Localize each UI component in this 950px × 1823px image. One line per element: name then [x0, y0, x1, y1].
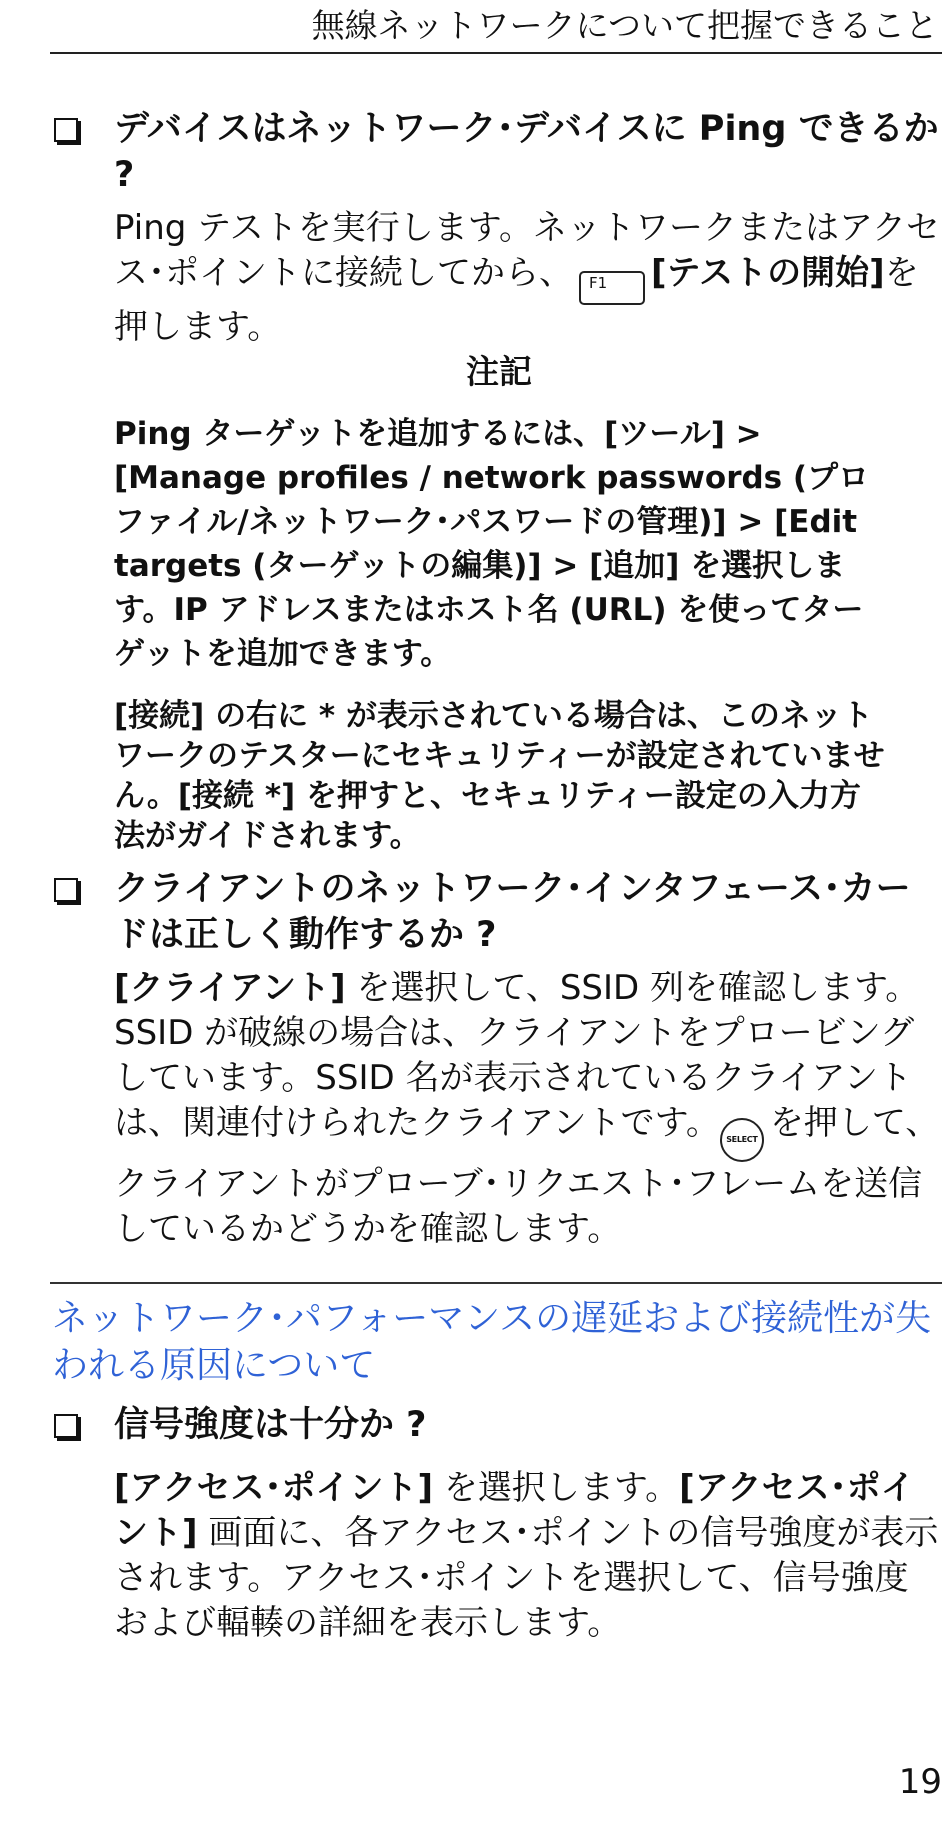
- answer-text: 画面に、各アクセス･ポイントの信号強度が表示されます。アクセス･ポイントを選択して、信号強度および輻輳の詳細を表示します。: [114, 1513, 939, 1643]
- answer-bold: [アクセス･ポイント]: [114, 1468, 915, 1553]
- question-text: クライアントのネットワーク･インタフェース･カードは正しく動作するか ?: [114, 869, 911, 955]
- question-client-nic: [50, 866, 942, 958]
- question-text: デバイスはネットワーク･デバイスに Ping できるか ?: [114, 109, 939, 195]
- answer-bold: [アクセス･ポイント]: [114, 1468, 434, 1508]
- answer-client-nic: [114, 966, 942, 1252]
- note-title: 注記: [466, 352, 532, 391]
- question-signal-strength: [50, 1402, 942, 1448]
- answer-text: Ping テストを実行します。ネットワークまたはアクセス･ポイントに接続してから、: [114, 208, 941, 293]
- answer-bold: [テストの開始]: [651, 253, 885, 293]
- answer-text: を押します。: [114, 253, 919, 347]
- header-title: 無線ネットワークについて把握できること: [311, 6, 938, 45]
- question-ping: [50, 106, 942, 198]
- checkbox-icon: [54, 1414, 78, 1438]
- answer-bold: [クライアント]: [114, 968, 346, 1008]
- note-paragraph-targets: Ping ターゲットを追加するには、[ツール] > [Manage profiles / network passwords (プロファイル/ネットワーク･パスワードの管理)] > [Edit targets (ターゲットの編集)] > [追加] を選択します。IP アドレスまたはホスト名 (URL) を使ってターゲットを追加できます。: [114, 416, 870, 672]
- answer-signal-strength: [114, 1466, 942, 1646]
- page-header: [50, 0, 942, 54]
- section-title: ネットワーク･パフォーマンスの遅延および接続性が失われる原因について: [52, 1298, 932, 1386]
- answer-ping: [114, 206, 942, 350]
- answer-text: を選択して、SSID 列を確認します。SSID が破線の場合は、クライアントをプロービングしています。SSID 名が表示されているクライアントは、関連付けられたクライアントです。: [114, 968, 920, 1143]
- f1-key-icon: F1: [579, 271, 645, 305]
- page-number: 19: [898, 1762, 942, 1802]
- answer-text: を押して、クライアントがプローブ･リクエスト･フレームを送信しているかどうかを確認します。: [114, 1103, 940, 1249]
- question-text: 信号強度は十分か ?: [114, 1405, 427, 1445]
- section-divider: [50, 1282, 942, 1284]
- checkbox-icon: [54, 878, 78, 902]
- checkbox-icon: [54, 118, 78, 142]
- note-paragraph-security: [接続] の右に * が表示されている場合は、このネットワークのテスターにセキュリティーが設定されていません。[接続 *] を押すと、セキュリティー設定の入力方法がガイドされます。: [114, 698, 885, 854]
- select-key-icon: SELECT: [720, 1118, 764, 1162]
- answer-text: を選択します。: [433, 1468, 680, 1508]
